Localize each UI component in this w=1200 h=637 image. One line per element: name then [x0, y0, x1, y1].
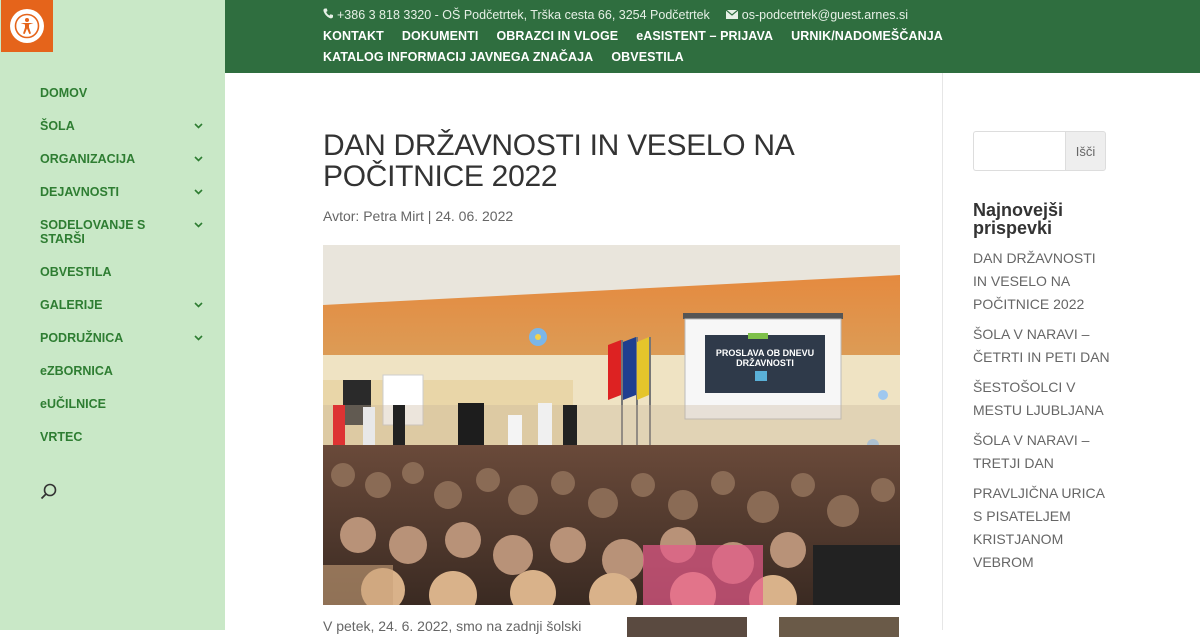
sidebar-item[interactable]: [40, 298, 210, 312]
post-title: [323, 130, 900, 192]
chevron-down-icon[interactable]: [192, 218, 204, 232]
sidebar-item[interactable]: [40, 86, 210, 100]
sidebar-item[interactable]: [40, 430, 210, 444]
sidebar-item[interactable]: [40, 331, 210, 345]
contact-phone: +386 3 818 3320 - OŠ Podčetrtek, Trška cesta 66, 3254 Podčetrtek: [337, 8, 710, 22]
top-nav-link[interactable]: OBVESTILA: [611, 50, 684, 64]
sidebar-item-label[interactable]: eUČILNICE: [40, 397, 106, 411]
top-nav-link[interactable]: KONTAKT: [323, 29, 384, 43]
sidebar-item-label[interactable]: PODRUŽNICA: [40, 331, 124, 345]
author-prefix: Avtor:: [323, 208, 364, 224]
search-button[interactable]: Išči: [1065, 131, 1106, 171]
gallery-thumbnail-1[interactable]: [627, 617, 747, 637]
top-nav-row-1: [323, 29, 961, 43]
left-sidebar: [0, 0, 225, 630]
sidebar-item[interactable]: [40, 152, 210, 166]
top-nav-link[interactable]: URNIK/NADOMEŠČANJA: [791, 29, 943, 43]
contact-email[interactable]: os-podcetrtek@guest.arnes.si: [741, 8, 909, 22]
chevron-down-icon[interactable]: [192, 185, 204, 199]
recent-posts-title: Najnovejši prispevki: [973, 200, 1064, 238]
screen-slide-text-2: DRŽAVNOSTI: [736, 358, 794, 368]
top-nav-link[interactable]: KATALOG INFORMACIJ JAVNEGA ZNAČAJA: [323, 50, 594, 64]
top-header: [225, 0, 1200, 73]
envelope-icon: [726, 8, 738, 22]
recent-post-link[interactable]: PRAVLJIČNA URICA S PISATELJEM KRISTJANOM VEBROM: [973, 485, 1105, 570]
search-input[interactable]: [973, 131, 1065, 171]
sidebar-item[interactable]: [40, 185, 210, 199]
article: [323, 130, 900, 224]
sidebar-item[interactable]: [40, 265, 210, 279]
phone-icon: [323, 8, 333, 22]
top-nav-row-2: [323, 50, 702, 64]
sidebar-item-label[interactable]: ŠOLA: [40, 119, 75, 133]
post-date: 24. 06. 2022: [435, 208, 514, 224]
sidebar-item[interactable]: [40, 364, 210, 378]
sidebar-item-label[interactable]: eZBORNICA: [40, 364, 113, 378]
sidebar-item-label[interactable]: DOMOV: [40, 86, 88, 100]
post-meta: [323, 208, 900, 224]
meta-separator: |: [423, 208, 436, 224]
author-link[interactable]: Petra Mirt: [363, 208, 424, 224]
sidebar-item-label[interactable]: DEJAVNOSTI: [40, 185, 119, 199]
gallery-thumbnail-2[interactable]: [779, 617, 899, 637]
top-nav-link[interactable]: DOKUMENTI: [401, 29, 479, 43]
screen-slide-text-1: PROSLAVA OB DNEVU: [715, 348, 815, 358]
sidebar-item[interactable]: [40, 119, 210, 133]
chevron-down-icon[interactable]: [192, 119, 204, 133]
chevron-down-icon[interactable]: [192, 331, 204, 345]
accessibility-button[interactable]: [1, 0, 53, 52]
chevron-down-icon[interactable]: [192, 152, 204, 166]
sidebar-item-label[interactable]: ORGANIZACIJA: [40, 152, 136, 166]
sidebar-item[interactable]: [40, 218, 210, 246]
sidebar-item-label[interactable]: GALERIJE: [40, 298, 103, 312]
recent-post-link[interactable]: ŠOLA V NARAVI – ČETRTI IN PETI DAN: [973, 326, 1110, 365]
top-nav-link[interactable]: OBRAZCI IN VLOGE: [496, 29, 619, 43]
recent-posts-list: [973, 247, 1113, 581]
accessibility-icon: [10, 9, 44, 43]
post-title-line-2: POČITNICE 2022: [323, 160, 558, 193]
recent-post-link[interactable]: ŠOLA V NARAVI – TRETJI DAN: [973, 432, 1090, 471]
sidebar-divider: [942, 73, 943, 630]
sidebar-item[interactable]: [40, 397, 210, 411]
search-icon[interactable]: [40, 483, 60, 503]
recent-post-link[interactable]: ŠESTOŠOLCI V MESTU LJUBLJANA: [973, 379, 1104, 418]
post-title-line-1: DAN DRŽAVNOSTI IN VESELO NA: [323, 129, 795, 162]
sidebar-item-label[interactable]: OBVESTILA: [40, 265, 112, 279]
recent-post-link[interactable]: DAN DRŽAVNOSTI IN VESELO NA POČITNICE 2022: [973, 250, 1096, 312]
post-excerpt: V petek, 24. 6. 2022, smo na zadnji šolski: [323, 618, 582, 634]
sidebar-item-label[interactable]: VRTEC: [40, 430, 83, 444]
sidebar-item-label[interactable]: SODELOVANJE S STARŠI: [40, 218, 146, 246]
top-nav-link[interactable]: eASISTENT – PRIJAVA: [636, 29, 774, 43]
contact-info: [323, 8, 908, 22]
featured-image: [323, 245, 900, 605]
chevron-down-icon[interactable]: [192, 298, 204, 312]
